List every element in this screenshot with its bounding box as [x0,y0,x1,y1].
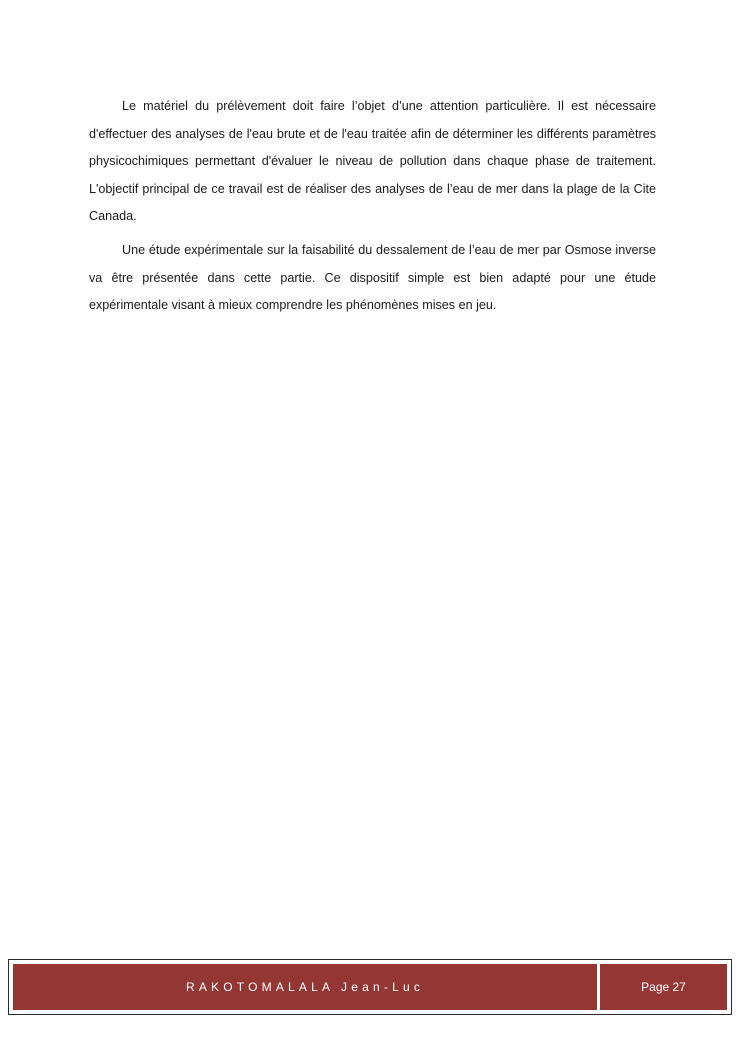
footer-page-number: Page 27 [600,964,727,1010]
paragraph-sampling-analysis: Le matériel du prélèvement doit faire l’objet d’une attention particulière. Il est nécessaire d'effectuer des analyses de l'eau brute et de l'eau traitée afin de déterminer les différents paramètres physicochimiques permettant d'évaluer le niveau de pollution dans chaque phase de traitement. L'objectif principal de ce travail est de réaliser des analyses de l’eau de mer dans la plage de la Cite Canada. [89,99,656,224]
footer-author: RAKOTOMALALA Jean-Luc [13,964,597,1010]
page-footer [8,959,732,1015]
document-body [89,93,656,326]
paragraph-reverse-osmosis-study: Une étude expérimentale sur la faisabilité du dessalement de l’eau de mer par Osmose inverse va être présentée dans cette partie. Ce dispositif simple est bien adapté pour une étude expérimentale visant à mieux comprendre les phénomènes mises en jeu. [89,242,656,313]
footer-band [13,964,727,1010]
